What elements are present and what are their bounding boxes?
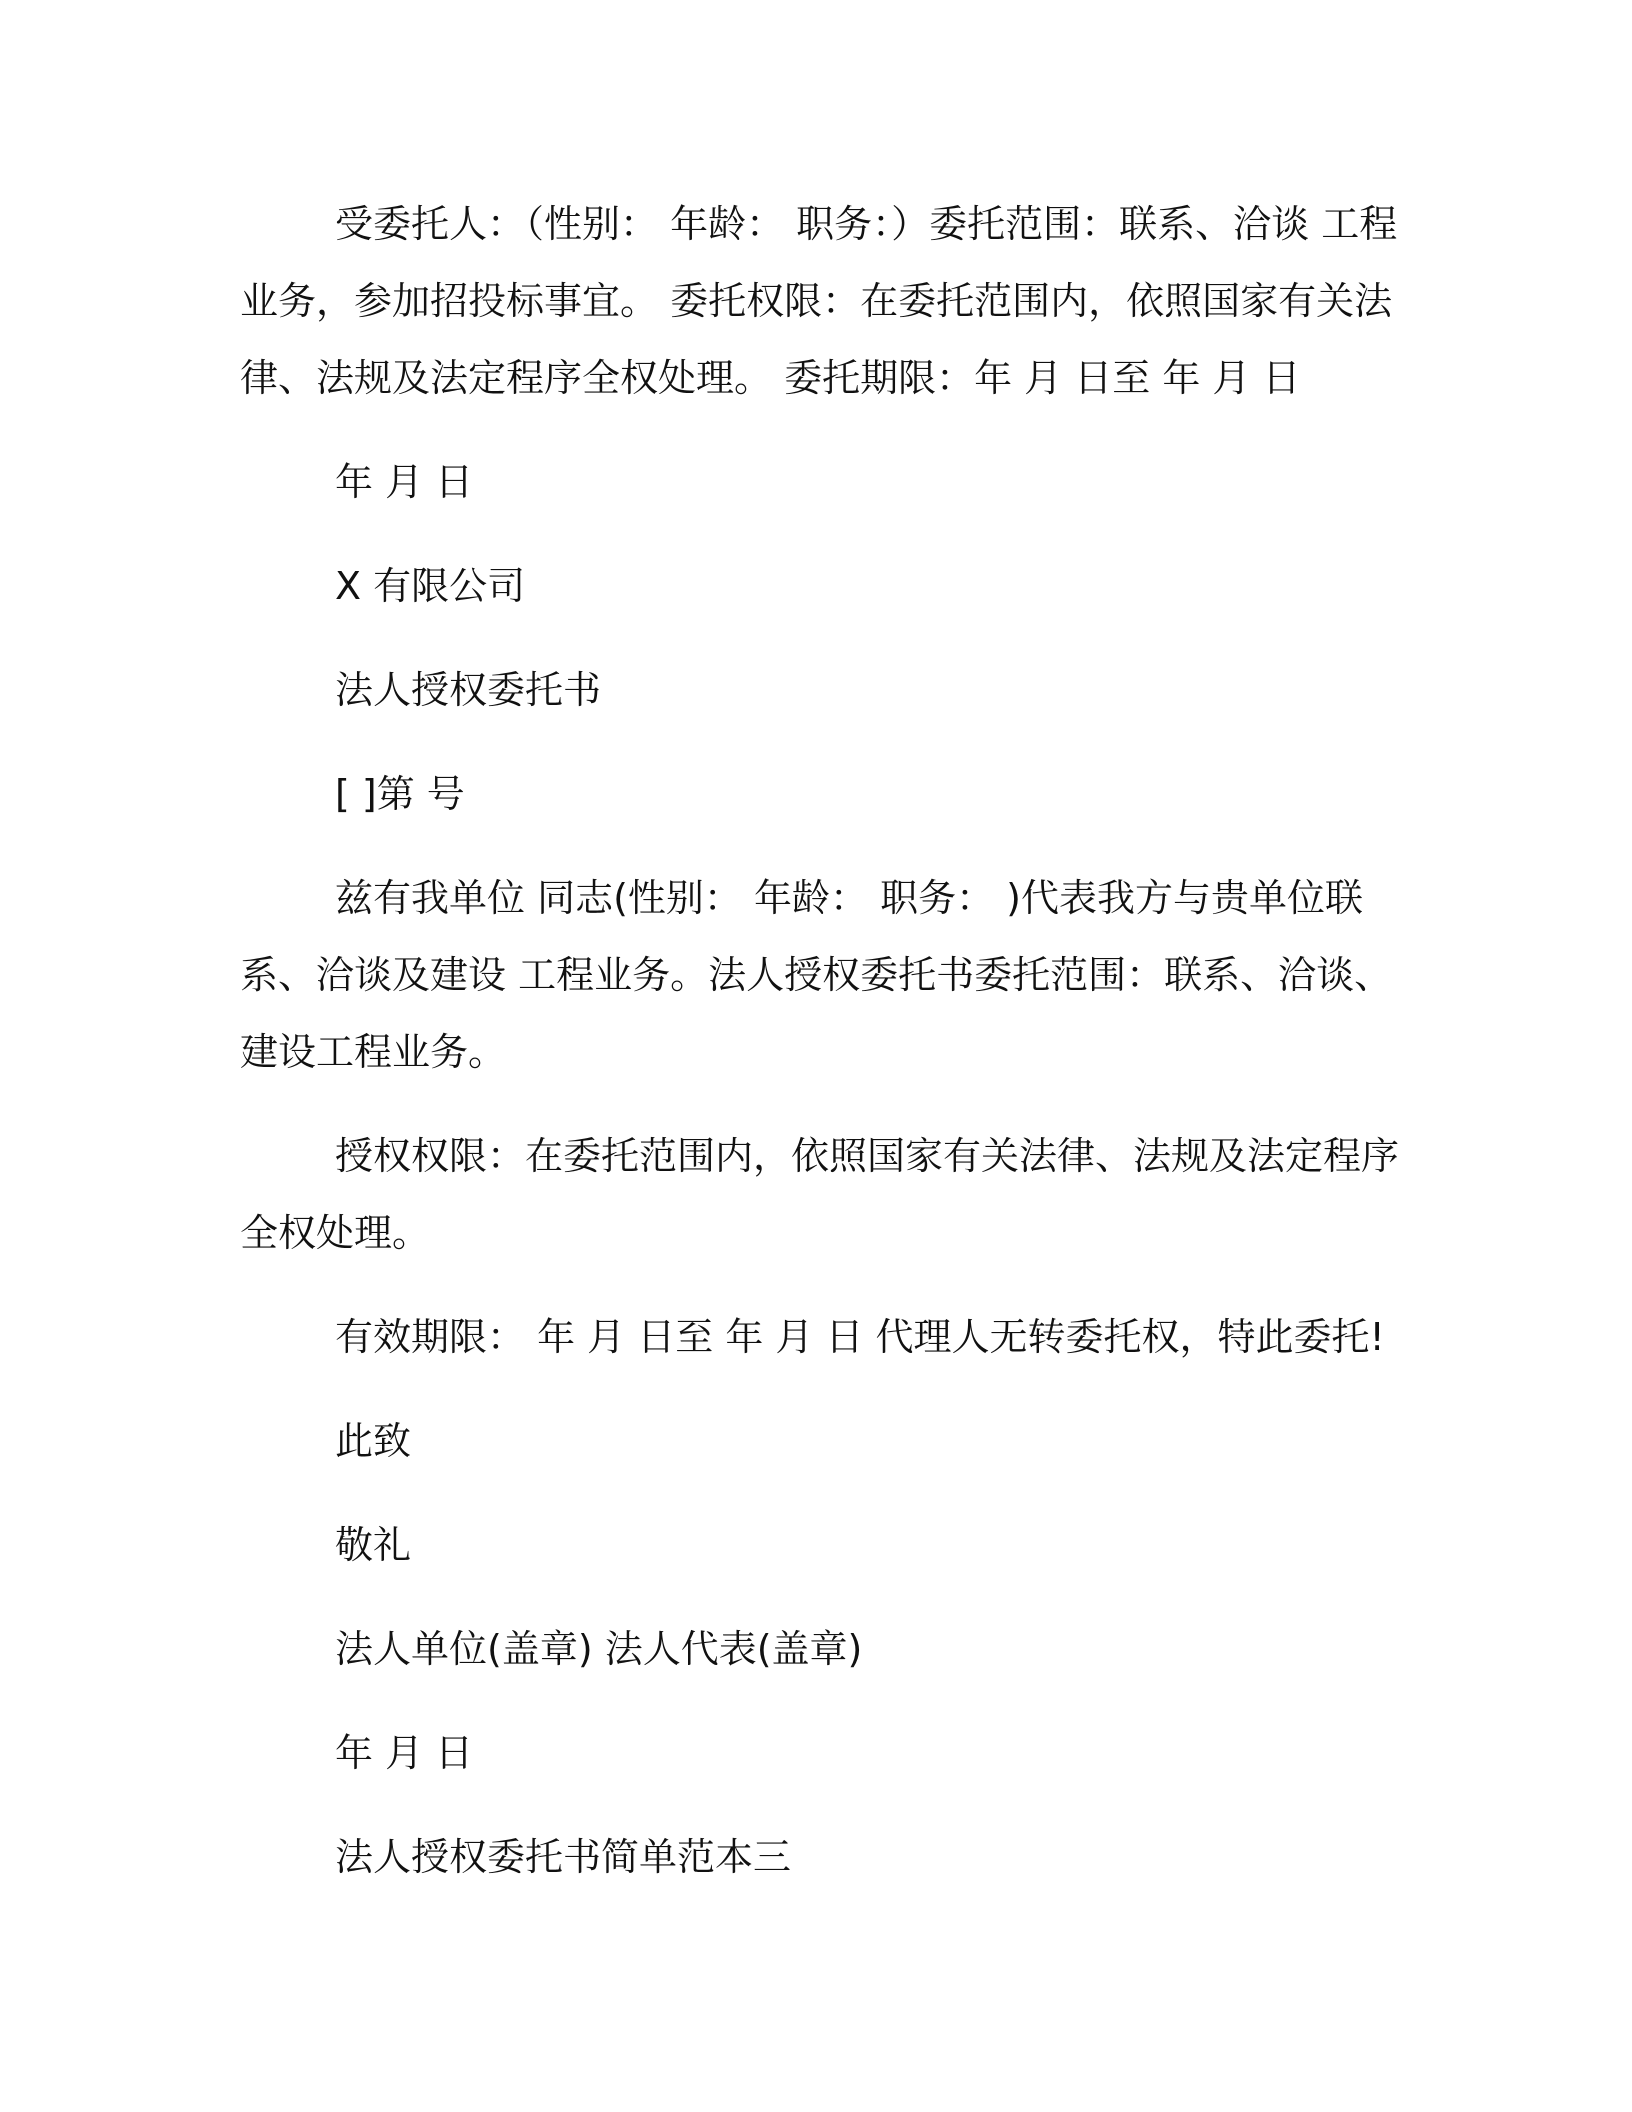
paragraph-authorization-scope: 授权权限：在委托范围内，依照国家有关法律、法规及法定程序全权处理。 (240, 1134, 1400, 1255)
paragraph-sample-title: 法人授权委托书简单范本三 (335, 1835, 792, 1879)
paragraph-validity-period: 有效期限： 年 月 日至 年 月 日 代理人无转委托权，特此委托! (335, 1315, 1385, 1359)
paragraph-regards: 敬礼 (335, 1523, 412, 1567)
paragraph-company-name: X 有限公司 (335, 564, 526, 608)
paragraph-signature-line: 法人单位(盖章) 法人代表(盖章) (335, 1627, 863, 1671)
paragraph-salutation: 此致 (335, 1419, 412, 1463)
paragraph-document-number: [ ]第 号 (335, 772, 465, 816)
document-body (240, 186, 1400, 1923)
paragraph-authorization-body: 兹有我单位 同志(性别： 年龄： 职务： )代表我方与贵单位联系、洽谈及建设 工程业务。法人授权委托书委托范围：联系、洽谈、建设工程业务。 (240, 876, 1393, 1074)
paragraph-entrustment-terms: 受委托人：（性别： 年龄： 职务：）委托范围：联系、洽谈 工程业务，参加招投标事宜。 委托权限：在委托范围内，依照国家有关法律、法规及法定程序全权处理。 委托期限：年 月 日至 年 月 日 (240, 202, 1398, 400)
paragraph-date-2: 年 月 日 (335, 1731, 474, 1775)
paragraph-date-1: 年 月 日 (335, 460, 474, 504)
paragraph-document-title: 法人授权委托书 (335, 668, 602, 712)
